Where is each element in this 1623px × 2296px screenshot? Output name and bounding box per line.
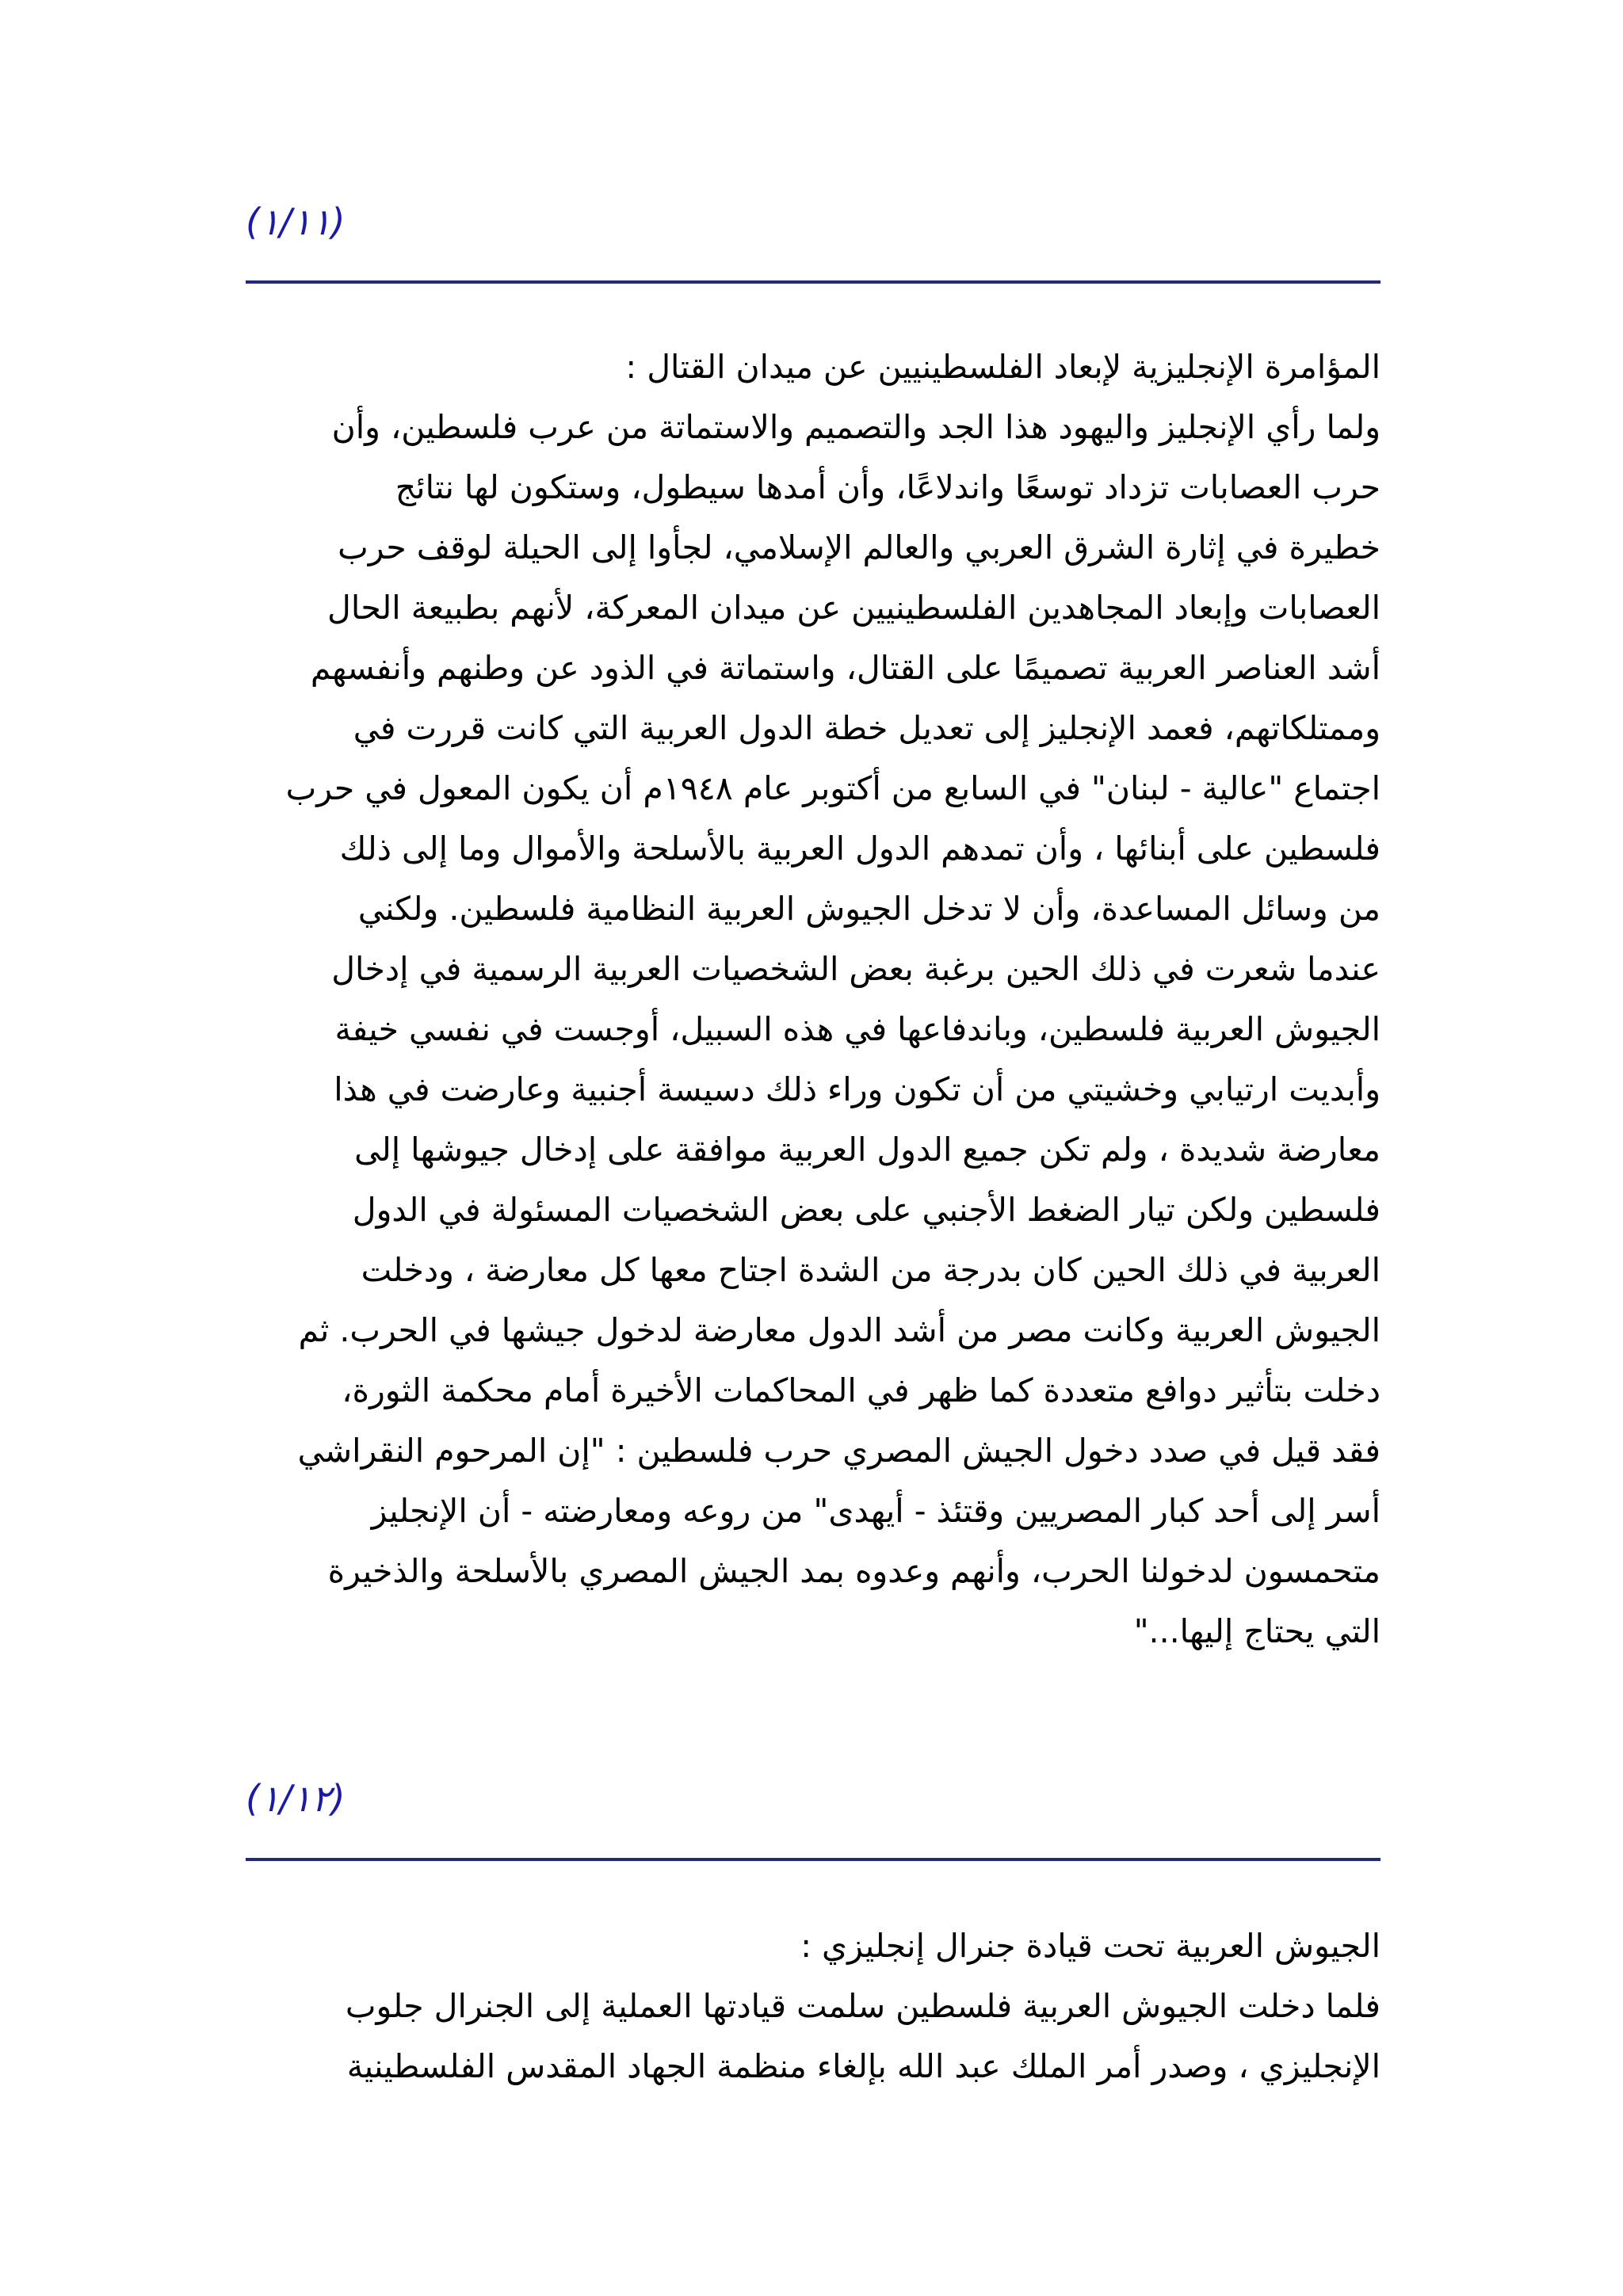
text-line: العربية في ذلك الحين كان بدرجة من الشدة اجتاح معها كل معارضة ، ودخلت xyxy=(361,1251,1381,1289)
text-line: الجيوش العربية فلسطين، وباندفاعها في هذه السبيل، أوجست في نفسي خيفة xyxy=(334,1010,1381,1048)
text-line: وأبديت ارتيابي وخشيتي من أن تكون وراء ذلك دسيسة أجنبية وعارضت في هذا xyxy=(334,1070,1381,1108)
text-line: العصابات وإبعاد المجاهدين الفلسطينيين عن ميدان المعركة، لأنهم بطبيعة الحال xyxy=(327,589,1381,627)
text-line: معارضة شديدة ، ولم تكن جميع الدول العربية موافقة على إدخال جيوشها إلى xyxy=(354,1131,1381,1169)
text-line: وممتلكاتهم، فعمد الإنجليز إلى تعديل خطة الدول العربية التي كانت قررت في xyxy=(353,709,1381,747)
page-reference: (١/١١) xyxy=(246,200,346,243)
section-2-text xyxy=(246,1916,1381,2096)
section-heading: المؤامرة الإنجليزية لإبعاد الفلسطينيين عن ميدان القتال : xyxy=(625,348,1381,386)
text-line: فلسطين على أبنائها ، وأن تمدهم الدول العربية بالأسلحة والأموال وما إلى ذلك xyxy=(339,830,1381,868)
section-1-rule-wrap xyxy=(246,280,1381,284)
text-line: دخلت بتأثير دوافع متعددة كما ظهر في المحاكمات الأخيرة أمام محكمة الثورة، xyxy=(342,1371,1381,1409)
horizontal-rule xyxy=(246,280,1381,284)
text-line: فلسطين ولكن تيار الضغط الأجنبي على بعض الشخصيات المسئولة في الدول xyxy=(352,1191,1381,1229)
section-2-rule-wrap xyxy=(246,1858,1381,1861)
text-line: التي يحتاج إليها..." xyxy=(1133,1612,1381,1650)
text-line: عندما شعرت في ذلك الحين برغبة بعض الشخصيات العربية الرسمية في إدخال xyxy=(331,950,1381,988)
text-line: خطيرة في إثارة الشرق العربي والعالم الإسلامي، لجأوا إلى الحيلة لوقف حرب xyxy=(338,528,1381,566)
section-heading: الجيوش العربية تحت قيادة جنرال إنجليزي : xyxy=(800,1927,1381,1965)
text-line: أشد العناصر العربية تصميمًا على القتال، واستماتة في الذود عن وطنهم وأنفسهم xyxy=(310,649,1381,687)
text-line: ولما رأي الإنجليز واليهود هذا الجد والتصميم والاستماتة من عرب فلسطين، وأن xyxy=(331,408,1381,446)
text-line: أسر إلى أحد كبار المصريين وقتئذ - أيهدى" من روعه ومعارضته - أن الإنجليز xyxy=(371,1492,1381,1530)
section-1-text xyxy=(246,337,1381,1661)
text-line: فقد قيل في صدد دخول الجيش المصري حرب فلسطين : "إن المرحوم النقراشي xyxy=(297,1432,1381,1470)
text-line: فلما دخلت الجيوش العربية فلسطين سلمت قيادتها العملية إلى الجنرال جلوب xyxy=(345,1987,1381,2025)
text-line: الجيوش العربية وكانت مصر من أشد الدول معارضة لدخول جيشها في الحرب. ثم xyxy=(298,1311,1381,1349)
section-1 xyxy=(246,198,1381,246)
text-line: الإنجليزي ، وصدر أمر الملك عبد الله بإلغاء منظمة الجهاد المقدس الفلسطينية xyxy=(346,2047,1381,2085)
text-line: اجتماع "عالية - لبنان" في السابع من أكتوبر عام ١٩٤٨م أن يكون المعول في حرب xyxy=(285,769,1381,807)
text-line: متحمسون لدخولنا الحرب، وأنهم وعدوه بمد الجيش المصري بالأسلحة والذخيرة xyxy=(327,1552,1381,1590)
text-line: حرب العصابات تزداد توسعًا واندلاعًا، وأن أمدها سيطول، وستكون لها نتائج xyxy=(395,468,1381,506)
section-2 xyxy=(246,1775,1381,1822)
text-line: من وسائل المساعدة، وأن لا تدخل الجيوش العربية النظامية فلسطين. ولكني xyxy=(357,890,1381,928)
page-reference: (١/١٢) xyxy=(246,1777,346,1820)
horizontal-rule xyxy=(246,1858,1381,1861)
